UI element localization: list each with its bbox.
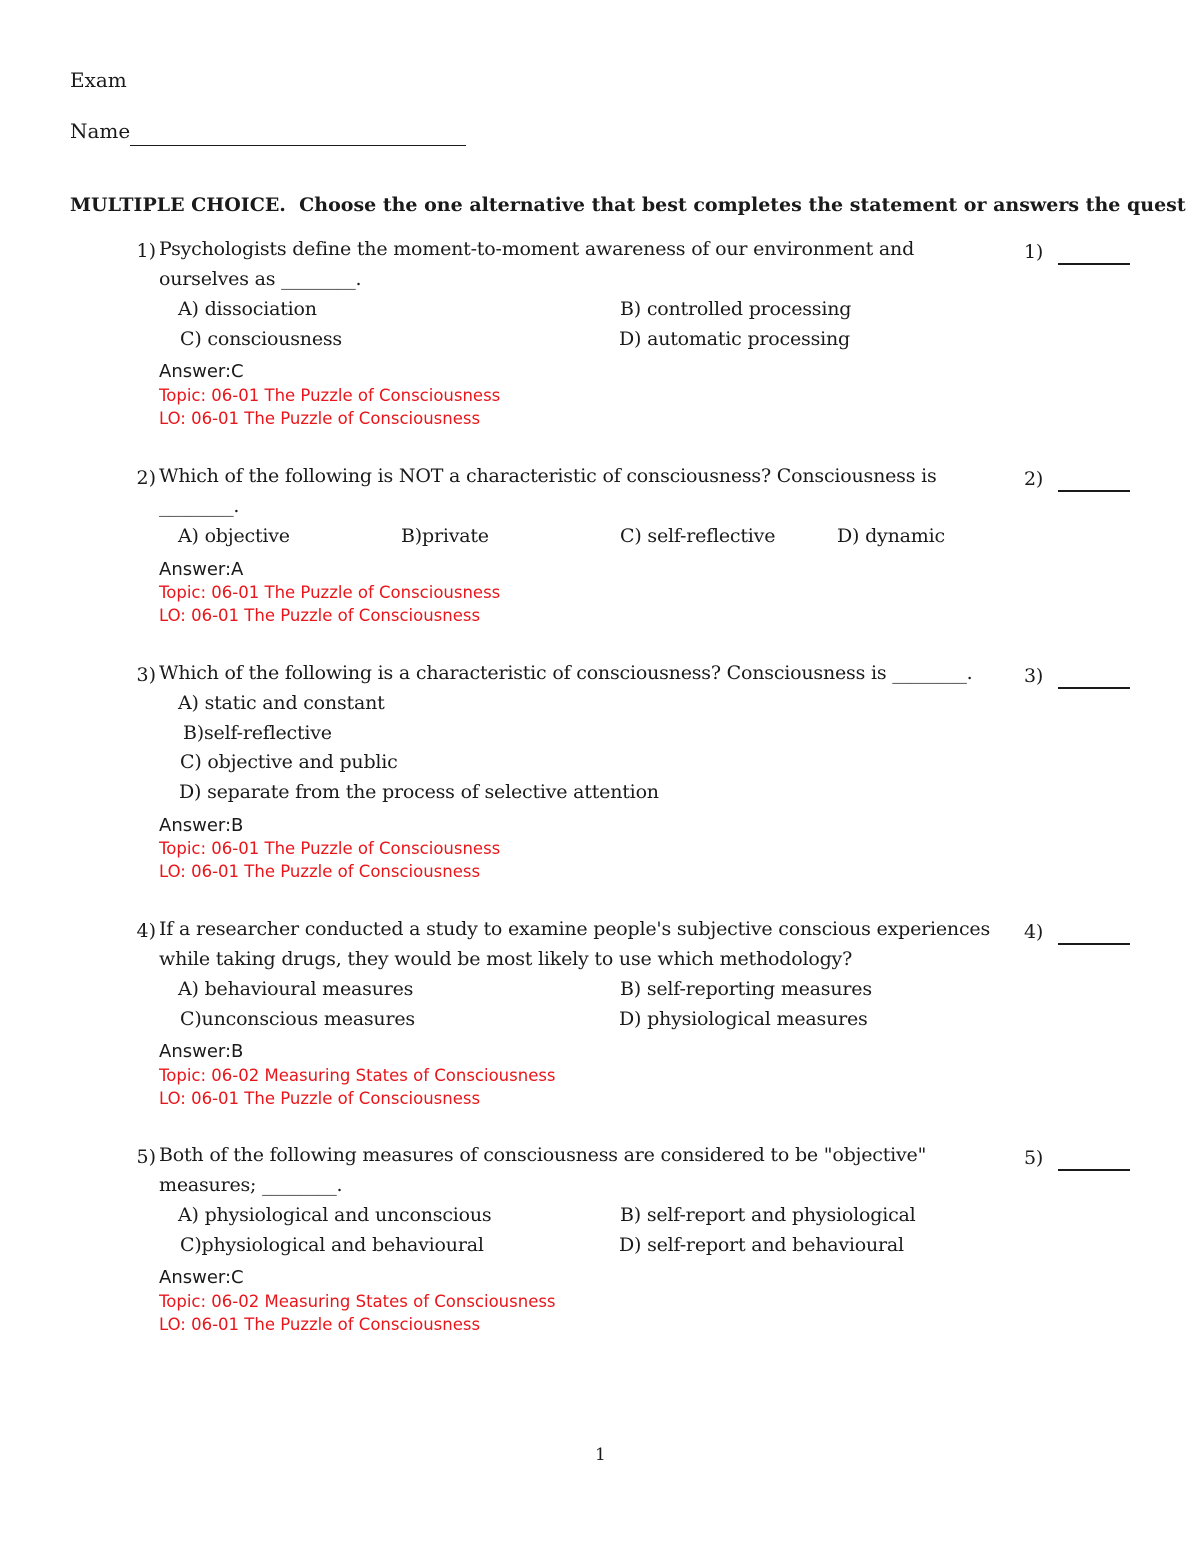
answer-blank[interactable] [1058, 263, 1130, 265]
question-text-line2: measures; ________. [159, 1174, 343, 1196]
learning-objective: LO: 06-01 The Puzzle of Consciousness [159, 606, 481, 625]
question-number: 5) [136, 1146, 156, 1168]
section-label: MULTIPLE CHOICE. [70, 194, 286, 216]
option-c[interactable]: C) self-reflective [620, 525, 776, 547]
exam-title: Exam [70, 68, 127, 92]
option-d[interactable]: D) automatic processing [619, 328, 851, 350]
topic: Topic: 06-02 Measuring States of Consciousness [159, 1292, 556, 1311]
question-number: 2) [136, 467, 156, 489]
section-instruction: Choose the one alternative that best completes the statement or answers the quest [299, 194, 1186, 216]
learning-objective: LO: 06-01 The Puzzle of Consciousness [159, 1089, 481, 1108]
answer-blank-number: 1) [1024, 241, 1044, 263]
question-number: 1) [136, 240, 156, 262]
page-number: 1 [595, 1445, 606, 1465]
option-d[interactable]: D) separate from the process of selective attention [179, 781, 659, 803]
option-a[interactable]: A) static and constant [178, 692, 385, 714]
topic: Topic: 06-01 The Puzzle of Consciousness [159, 386, 501, 405]
answer-blank[interactable] [1058, 490, 1130, 492]
answer: Answer:C [159, 1267, 244, 1288]
question-text-line1: If a researcher conducted a study to examine people's subjective conscious experiences [159, 918, 990, 940]
question-text-line2: ourselves as ________. [159, 268, 362, 290]
option-b[interactable]: B) self-report and physiological [620, 1204, 916, 1226]
option-c[interactable]: C) consciousness [180, 328, 342, 350]
question-text-line1: Which of the following is a characteristic of consciousness? Consciousness is ________. [159, 662, 973, 684]
option-a[interactable]: A) objective [178, 525, 290, 547]
option-b[interactable]: B) self-reporting measures [620, 978, 872, 1000]
learning-objective: LO: 06-01 The Puzzle of Consciousness [159, 1315, 481, 1334]
answer-blank-number: 3) [1024, 665, 1044, 687]
option-c[interactable]: C)physiological and behavioural [180, 1234, 484, 1256]
option-b[interactable]: B)self-reflective [183, 722, 332, 744]
name-input-line[interactable] [130, 145, 466, 146]
answer: Answer:B [159, 815, 244, 836]
option-b[interactable]: B)private [401, 525, 489, 547]
question-number: 3) [136, 664, 156, 686]
answer-blank[interactable] [1058, 1169, 1130, 1171]
answer-blank[interactable] [1058, 687, 1130, 689]
learning-objective: LO: 06-01 The Puzzle of Consciousness [159, 409, 481, 428]
option-d[interactable]: D) physiological measures [619, 1008, 868, 1030]
option-c[interactable]: C)unconscious measures [180, 1008, 415, 1030]
answer-blank-number: 4) [1024, 921, 1044, 943]
option-d[interactable]: D) dynamic [837, 525, 945, 547]
option-a[interactable]: A) behavioural measures [178, 978, 414, 1000]
option-b[interactable]: B) controlled processing [620, 298, 852, 320]
answer-blank[interactable] [1058, 943, 1130, 945]
option-d[interactable]: D) self-report and behavioural [619, 1234, 904, 1256]
option-a[interactable]: A) physiological and unconscious [178, 1204, 492, 1226]
topic: Topic: 06-01 The Puzzle of Consciousness [159, 839, 501, 858]
option-c[interactable]: C) objective and public [180, 751, 398, 773]
option-a[interactable]: A) dissociation [178, 298, 317, 320]
question-text-line1: Psychologists define the moment-to-moment awareness of our environment and [159, 238, 915, 260]
topic: Topic: 06-01 The Puzzle of Consciousness [159, 583, 501, 602]
question-number: 4) [136, 920, 156, 942]
answer: Answer:C [159, 361, 244, 382]
question-text-line2: while taking drugs, they would be most likely to use which methodology? [159, 948, 853, 970]
section-header [70, 194, 1186, 216]
name-label: Name [70, 119, 131, 143]
answer-blank-number: 5) [1024, 1147, 1044, 1169]
answer: Answer:B [159, 1041, 244, 1062]
question-text-line1: Both of the following measures of consciousness are considered to be "objective" [159, 1144, 927, 1166]
question-text-line2: ________. [159, 495, 240, 517]
question-text-line1: Which of the following is NOT a characteristic of consciousness? Consciousness is [159, 465, 937, 487]
answer-blank-number: 2) [1024, 468, 1044, 490]
topic: Topic: 06-02 Measuring States of Consciousness [159, 1066, 556, 1085]
answer: Answer:A [159, 559, 244, 580]
learning-objective: LO: 06-01 The Puzzle of Consciousness [159, 862, 481, 881]
